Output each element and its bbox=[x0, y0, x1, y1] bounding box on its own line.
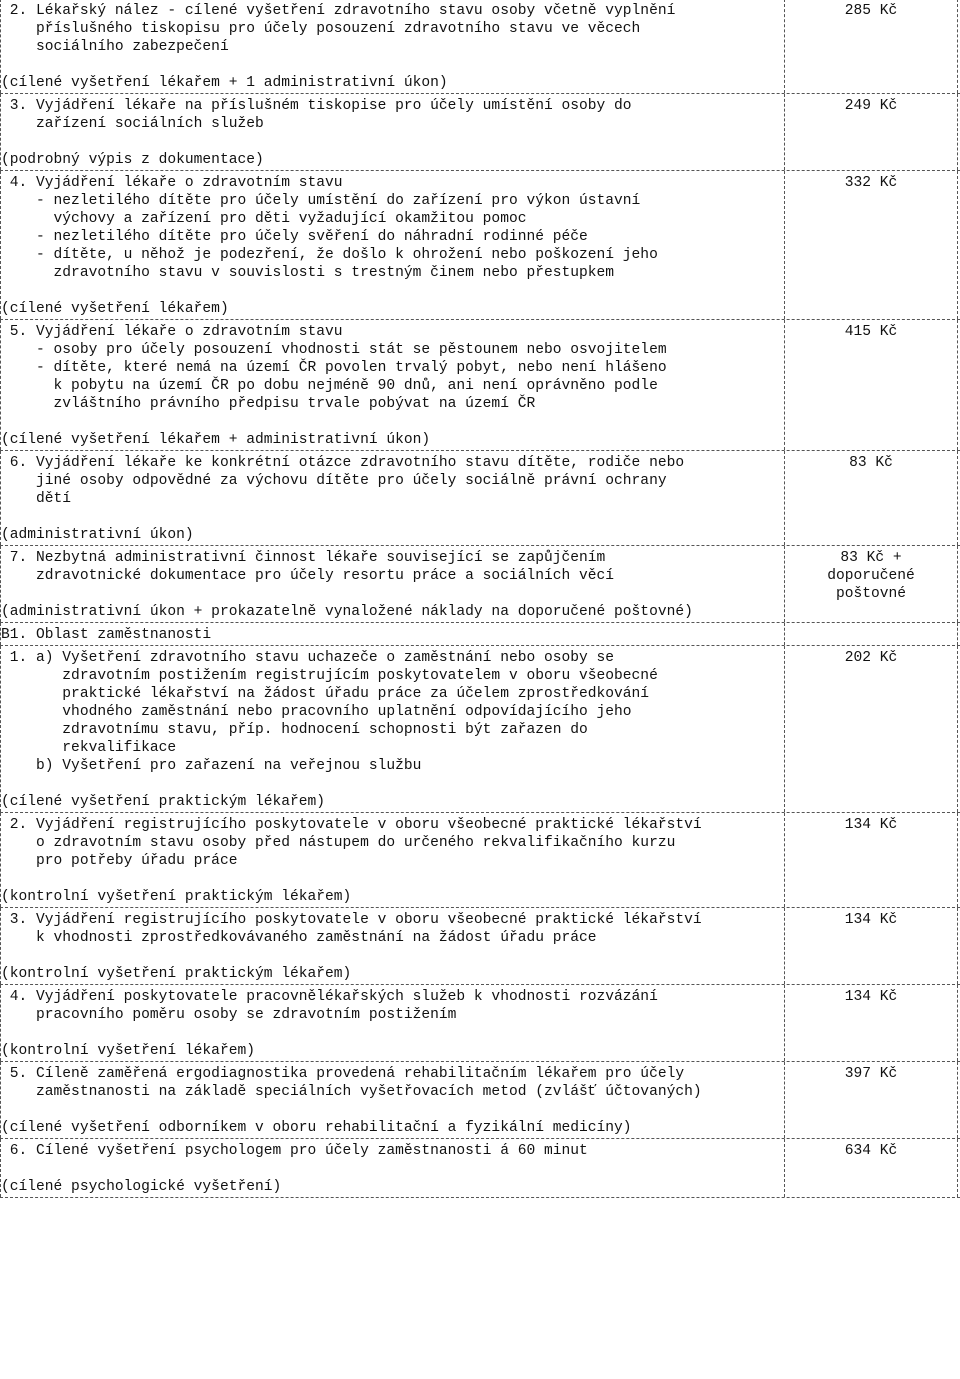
price-value: 415 Kč bbox=[844, 324, 898, 340]
description-line: pracovního poměru osoby se zdravotním postižením bbox=[1, 1007, 457, 1023]
description-line: 6. Cílené vyšetření psychologem pro účely zaměstnanosti á 60 minut bbox=[1, 1143, 588, 1159]
billing-note: (kontrolní vyšetření lékařem) bbox=[1, 1043, 255, 1059]
blank-line bbox=[1, 947, 784, 965]
service-description bbox=[0, 171, 784, 319]
blank-line bbox=[1, 870, 784, 888]
price-value: poštovné bbox=[835, 586, 907, 602]
description-line: - dítěte, u něhož je podezření, že došlo k ohrožení nebo poškození jeho bbox=[1, 247, 658, 263]
description-line: 2. Lékařský nález - cílené vyšetření zdravotního stavu osoby včetně vyplnění bbox=[1, 3, 676, 19]
price-value: doporučené bbox=[827, 568, 915, 584]
fee-row bbox=[0, 94, 960, 171]
description-line: výchovy a zařízení pro děti vyžadující okamžitou pomoc bbox=[1, 211, 527, 227]
blank-line bbox=[1, 1160, 784, 1178]
description-line: praktické lékařství na žádost úřadu práce za účelem zprostředkování bbox=[1, 686, 650, 702]
description-line: o zdravotním stavu osoby před nástupem do určeného rekvalifikačního kurzu bbox=[1, 835, 676, 851]
billing-note: (podrobný výpis z dokumentace) bbox=[1, 152, 264, 168]
service-description bbox=[0, 813, 784, 907]
billing-note: (cílené psychologické vyšetření) bbox=[1, 1179, 282, 1195]
description-line: k vhodnosti zprostředkovávaného zaměstnání na žádost úřadu práce bbox=[1, 930, 597, 946]
service-description bbox=[0, 1139, 784, 1197]
price-cell bbox=[784, 320, 958, 450]
service-description bbox=[0, 623, 784, 645]
fee-row bbox=[0, 908, 960, 985]
description-line: příslušného tiskopisu pro účely posouzení zdravotního stavu ve věcech bbox=[1, 21, 641, 37]
blank-line bbox=[1, 133, 784, 151]
description-line: 4. Vyjádření lékaře o zdravotním stavu bbox=[1, 175, 343, 191]
description-line: - osoby pro účely posouzení vhodnosti stát se pěstounem nebo osvojitelem bbox=[1, 342, 667, 358]
blank-line bbox=[1, 413, 784, 431]
blank-line bbox=[1, 508, 784, 526]
description-line: zdravotnické dokumentace pro účely resortu práce a sociálních věcí bbox=[1, 568, 615, 584]
blank-line bbox=[1, 1024, 784, 1042]
description-line: zdravotním postižením registrujícím poskytovatelem v oboru všeobecné bbox=[1, 668, 658, 684]
price-cell bbox=[784, 94, 958, 170]
description-line: jiné osoby odpovědné za výchovu dítěte pro účely sociálně právní ochrany bbox=[1, 473, 667, 489]
billing-note: (administrativní úkon) bbox=[1, 527, 194, 543]
blank-line bbox=[1, 56, 784, 74]
service-description bbox=[0, 908, 784, 984]
price-value: 83 Kč + bbox=[840, 550, 902, 566]
description-line: 3. Vyjádření lékaře na příslušném tiskopise pro účely umístění osoby do bbox=[1, 98, 632, 114]
service-description bbox=[0, 0, 784, 93]
description-line: - nezletilého dítěte pro účely svěření do náhradní rodinné péče bbox=[1, 229, 588, 245]
price-cell bbox=[784, 985, 958, 1061]
description-line: B1. Oblast zaměstnanosti bbox=[1, 627, 212, 643]
price-cell bbox=[784, 451, 958, 545]
description-line: zvláštního právního předpisu trvale pobývat na území ČR bbox=[1, 396, 536, 412]
billing-note: (kontrolní vyšetření praktickým lékařem) bbox=[1, 889, 352, 905]
price-value: 202 Kč bbox=[844, 650, 898, 666]
service-description bbox=[0, 985, 784, 1061]
service-description bbox=[0, 646, 784, 812]
fee-row bbox=[0, 451, 960, 546]
description-line: k pobytu na území ČR po dobu nejméně 90 dnů, ani není oprávněno podle bbox=[1, 378, 658, 394]
fee-row bbox=[0, 813, 960, 908]
price-value: 397 Kč bbox=[844, 1066, 898, 1082]
price-value: 83 Kč bbox=[849, 455, 893, 471]
billing-note: (cílené vyšetření lékařem + administrativní úkon) bbox=[1, 432, 431, 448]
billing-note: (kontrolní vyšetření praktickým lékařem) bbox=[1, 966, 352, 982]
price-cell bbox=[784, 1062, 958, 1138]
price-value: 285 Kč bbox=[844, 3, 898, 19]
price-value: 134 Kč bbox=[844, 989, 898, 1005]
description-line: rekvalifikace bbox=[1, 740, 177, 756]
description-line: zdravotnímu stavu, příp. hodnocení schopnosti být zařazen do bbox=[1, 722, 588, 738]
fee-row bbox=[0, 320, 960, 451]
price-value: 134 Kč bbox=[844, 817, 898, 833]
description-line: 1. a) Vyšetření zdravotního stavu uchazeče o zaměstnání nebo osoby se bbox=[1, 650, 615, 666]
blank-line bbox=[1, 585, 784, 603]
billing-note: (cílené vyšetření lékařem + 1 administrativní úkon) bbox=[1, 75, 448, 91]
price-value: 249 Kč bbox=[844, 98, 898, 114]
service-description bbox=[0, 451, 784, 545]
description-line: 6. Vyjádření lékaře ke konkrétní otázce zdravotního stavu dítěte, rodiče nebo bbox=[1, 455, 685, 471]
service-description bbox=[0, 94, 784, 170]
description-line: 4. Vyjádření poskytovatele pracovnělékařských služeb k vhodnosti rozvázání bbox=[1, 989, 658, 1005]
description-line: - nezletilého dítěte pro účely umístění do zařízení pro výkon ústavní bbox=[1, 193, 641, 209]
description-line: 2. Vyjádření registrujícího poskytovatele v oboru všeobecné praktické lékařství bbox=[1, 817, 702, 833]
price-cell bbox=[784, 623, 958, 645]
fee-row bbox=[0, 1139, 960, 1198]
service-description bbox=[0, 320, 784, 450]
description-line: pro potřeby úřadu práce bbox=[1, 853, 238, 869]
description-line: zařízení sociálních služeb bbox=[1, 116, 264, 132]
price-cell bbox=[784, 908, 958, 984]
blank-line bbox=[1, 775, 784, 793]
section-heading-row bbox=[0, 623, 960, 646]
description-line: vhodného zaměstnání nebo pracovního uplatnění odpovídajícího jeho bbox=[1, 704, 632, 720]
price-cell bbox=[784, 171, 958, 319]
fee-row bbox=[0, 1062, 960, 1139]
fee-row bbox=[0, 646, 960, 813]
price-cell bbox=[784, 546, 958, 622]
description-line: zaměstnanosti na základě speciálních vyšetřovacích metod (zvlášť účtovaných) bbox=[1, 1084, 702, 1100]
price-cell bbox=[784, 813, 958, 907]
fee-row bbox=[0, 985, 960, 1062]
billing-note: (cílené vyšetření lékařem) bbox=[1, 301, 229, 317]
service-description bbox=[0, 1062, 784, 1138]
description-line: dětí bbox=[1, 491, 72, 507]
fee-row bbox=[0, 546, 960, 623]
blank-line bbox=[1, 1101, 784, 1119]
description-line: 5. Cíleně zaměřená ergodiagnostika provedená rehabilitačním lékařem pro účely bbox=[1, 1066, 685, 1082]
description-line: b) Vyšetření pro zařazení na veřejnou službu bbox=[1, 758, 422, 774]
blank-line bbox=[1, 282, 784, 300]
price-value: 134 Kč bbox=[844, 912, 898, 928]
fee-row bbox=[0, 171, 960, 320]
description-line: sociálního zabezpečení bbox=[1, 39, 229, 55]
fee-row bbox=[0, 0, 960, 94]
description-line: zdravotního stavu v souvislosti s trestným činem nebo přestupkem bbox=[1, 265, 615, 281]
price-value: 332 Kč bbox=[844, 175, 898, 191]
description-line: 3. Vyjádření registrujícího poskytovatele v oboru všeobecné praktické lékařství bbox=[1, 912, 702, 928]
description-line: 5. Vyjádření lékaře o zdravotním stavu bbox=[1, 324, 343, 340]
billing-note: (cílené vyšetření odborníkem v oboru rehabilitační a fyzikální medicíny) bbox=[1, 1120, 632, 1136]
description-line: - dítěte, které nemá na území ČR povolen trvalý pobyt, nebo není hlášeno bbox=[1, 360, 667, 376]
price-value: 634 Kč bbox=[844, 1143, 898, 1159]
price-cell bbox=[784, 0, 958, 93]
service-description bbox=[0, 546, 784, 622]
billing-note: (cílené vyšetření praktickým lékařem) bbox=[1, 794, 326, 810]
billing-note: (administrativní úkon + prokazatelně vynaložené náklady na doporučené poštovné) bbox=[1, 604, 693, 620]
price-cell bbox=[784, 646, 958, 812]
description-line: 7. Nezbytná administrativní činnost lékaře související se zapůjčením bbox=[1, 550, 606, 566]
price-cell bbox=[784, 1139, 958, 1197]
